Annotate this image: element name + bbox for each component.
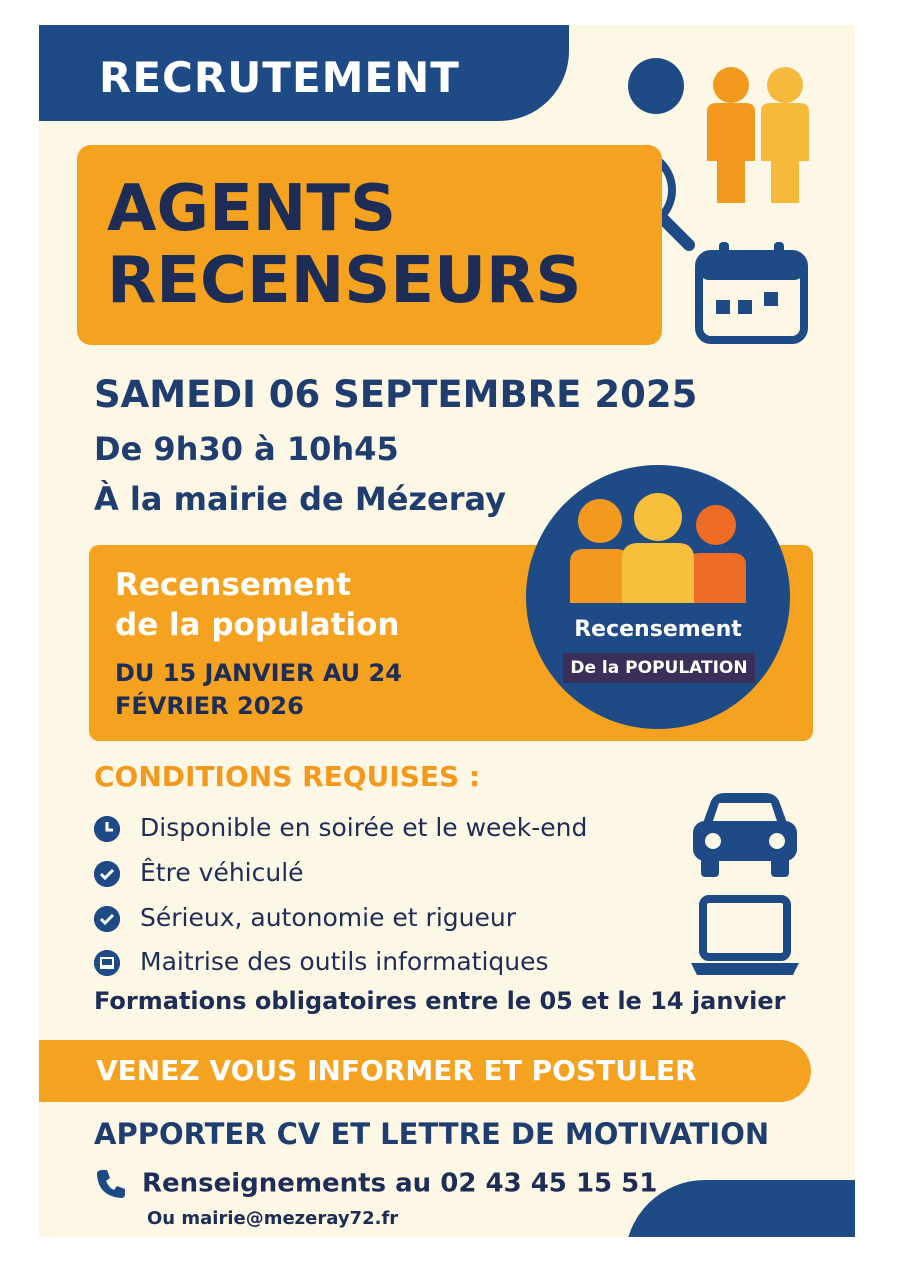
corner-decoration bbox=[625, 1180, 855, 1237]
condition-label: Être véhiculé bbox=[140, 858, 304, 887]
calendar-icon bbox=[694, 240, 809, 345]
poster bbox=[39, 25, 855, 1237]
recruitment-label: RECRUTEMENT bbox=[99, 53, 460, 102]
decorative-dot-icon bbox=[628, 58, 684, 114]
condition-item bbox=[94, 808, 587, 848]
email-text: Ou mairie@mezeray72.fr bbox=[147, 1208, 399, 1229]
phone-line bbox=[94, 1167, 657, 1201]
condition-item bbox=[94, 942, 549, 982]
car-icon bbox=[689, 791, 801, 879]
check-icon bbox=[94, 861, 120, 887]
condition-item bbox=[94, 853, 304, 893]
phone-text: Renseignements au 02 43 45 15 51 bbox=[142, 1168, 658, 1199]
people-icon bbox=[703, 65, 813, 205]
title-box bbox=[77, 145, 662, 345]
census-dates-line-2: FÉVRIER 2026 bbox=[115, 692, 304, 720]
event-time: De 9h30 à 10h45 bbox=[94, 430, 399, 468]
conditions-title: CONDITIONS REQUISES : bbox=[94, 760, 481, 793]
census-title-line-2: de la population bbox=[115, 607, 400, 643]
census-badge bbox=[526, 465, 790, 729]
laptop-icon bbox=[689, 895, 801, 977]
check-icon bbox=[94, 906, 120, 932]
clock-icon bbox=[94, 816, 120, 842]
condition-label: Maitrise des outils informatiques bbox=[140, 947, 549, 976]
census-title-line-1: Recensement bbox=[115, 567, 352, 603]
computer-icon bbox=[94, 950, 120, 976]
title-line-1: AGENTS bbox=[107, 172, 397, 246]
apply-instructions: APPORTER CV ET LETTRE DE MOTIVATION bbox=[94, 1117, 770, 1151]
event-date: SAMEDI 06 SEPTEMBRE 2025 bbox=[94, 373, 698, 416]
phone-icon bbox=[94, 1167, 128, 1201]
population-icon bbox=[566, 493, 750, 605]
census-dates-line-1: DU 15 JANVIER AU 24 bbox=[115, 659, 402, 687]
cta-label: VENEZ VOUS INFORMER ET POSTULER bbox=[96, 1054, 697, 1087]
title-line-2: RECENSEURS bbox=[107, 244, 582, 318]
event-place: À la mairie de Mézeray bbox=[94, 480, 506, 518]
badge-title: Recensement bbox=[574, 617, 742, 642]
condition-item bbox=[94, 898, 516, 938]
badge-subtitle: De la POPULATION bbox=[563, 653, 755, 683]
training-note: Formations obligatoires entre le 05 et le 14 janvier bbox=[94, 987, 786, 1015]
cta-banner bbox=[39, 1040, 811, 1102]
condition-label: Disponible en soirée et le week-end bbox=[140, 813, 588, 842]
condition-label: Sérieux, autonomie et rigueur bbox=[140, 903, 516, 932]
recruitment-banner bbox=[39, 25, 569, 121]
